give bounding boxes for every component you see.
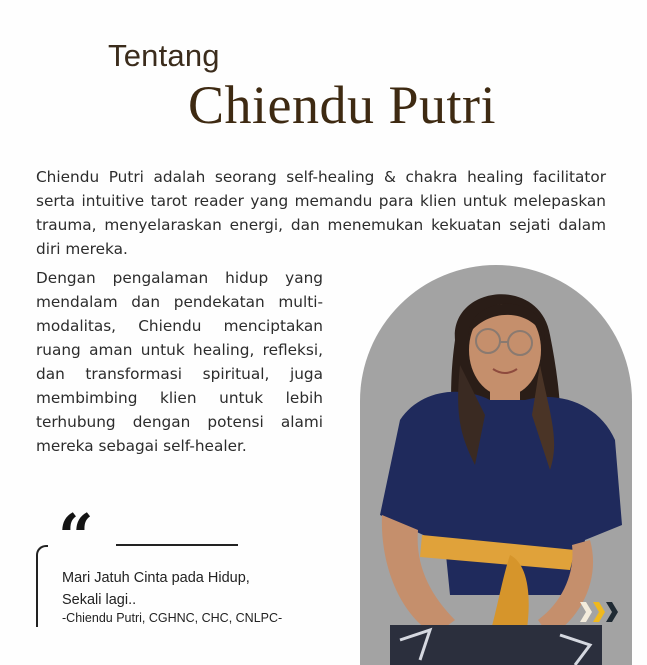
quote-block [36,500,336,646]
quote-divider [116,544,238,546]
chevron-right-icon [593,602,605,622]
bio-paragraph: Dengan pengalaman hidup yang mendalam dan pendekatan multi-modalitas, Chiendu menciptakan ruang aman untuk healing, refleksi, dan transformasi spiritual, juga membimbing klien untuk lebih terhubung dengan potensi alami mereka sebagai self-healer. [36,269,323,455]
quote-mark-icon: “ [58,500,94,573]
page-title: Chiendu Putri [188,75,497,135]
chevron-right-icon [580,602,592,622]
chevron-decoration [580,602,618,622]
quote-bracket-decoration [36,545,48,627]
quote-author: -Chiendu Putri, CGHNC, CHC, CNLPC- [62,611,283,625]
intro-paragraph: Chiendu Putri adalah seorang self-healing & chakra healing facilitator serta intuitive tarot reader yang memandu para klien untuk melepaskan trauma, menyelaraskan energi, dan menemukan kekuatan sejati dalam diri mereka. [36,168,606,258]
quote-text [62,567,250,611]
quote-line-2: Sekali lagi.. [62,592,137,608]
subtitle: Tentang [108,38,220,73]
quote-line-1: Mari Jatuh Cinta pada Hidup, [62,570,250,586]
chevron-right-icon [606,602,618,622]
